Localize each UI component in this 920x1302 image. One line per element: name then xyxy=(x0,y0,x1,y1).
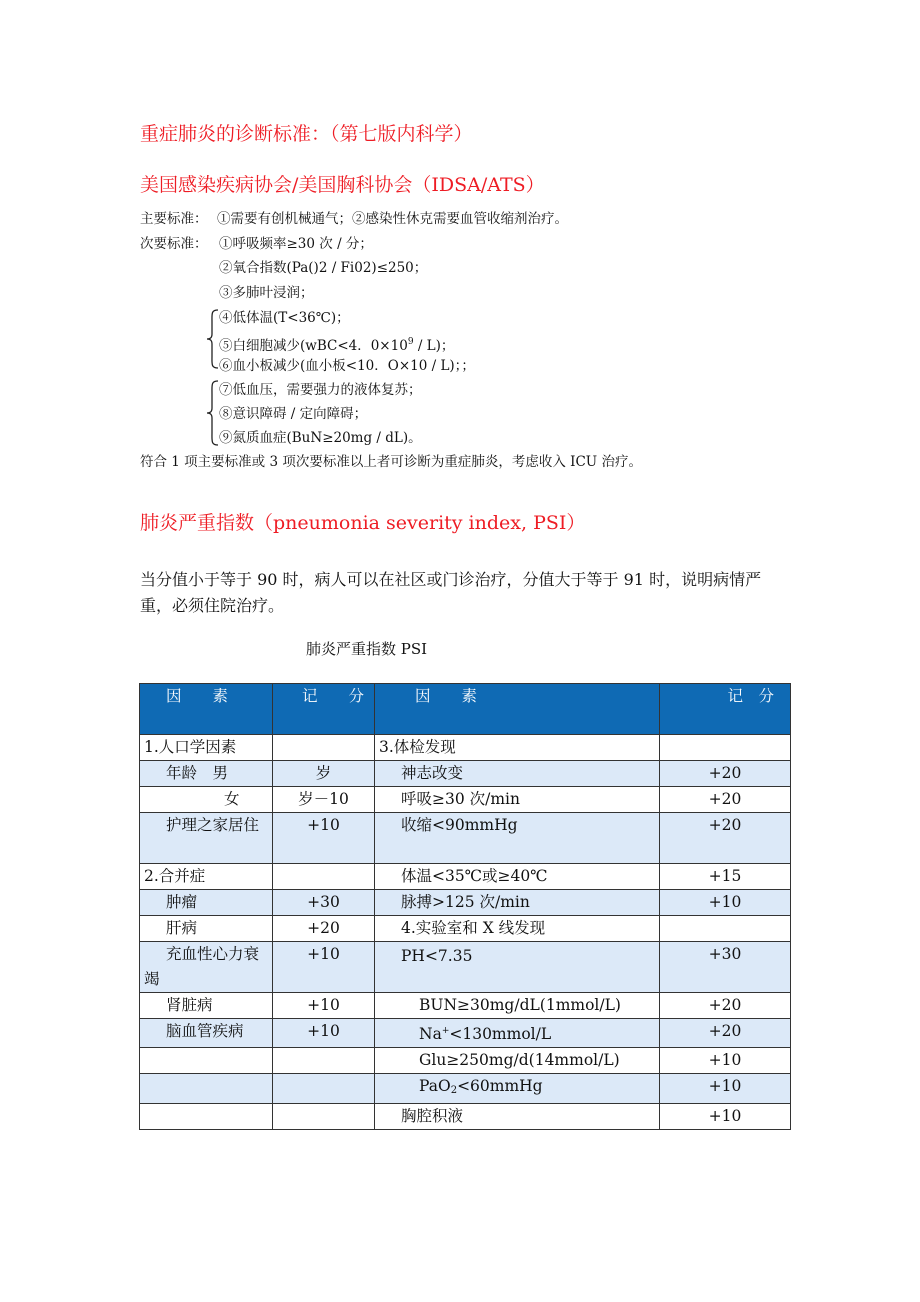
minor-criteria-item: ①呼吸频率≥30 次 / 分； xyxy=(219,236,373,252)
table-cell: +10 xyxy=(660,1048,791,1074)
table-cell: 年龄 男 xyxy=(140,761,273,787)
table-row xyxy=(140,1074,791,1104)
table-cell: +10 xyxy=(273,1019,375,1048)
table-cell: 胸腔积液 xyxy=(375,1104,660,1130)
table-cell: 4.实验室和 X 线发现 xyxy=(375,916,660,942)
table-cell: +20 xyxy=(660,787,791,813)
table-cell: 肝病 xyxy=(140,916,273,942)
table-cell: 岁－10 xyxy=(273,787,375,813)
table-cell: +30 xyxy=(660,942,791,993)
table-row xyxy=(140,787,791,813)
table-cell: 神志改变 xyxy=(375,761,660,787)
table-cell: 2.合并症 xyxy=(140,864,273,890)
table-cell: 脉搏>125 次/min xyxy=(375,890,660,916)
table-cell: Glu≥250mg/d(14mmol/L) xyxy=(375,1048,660,1074)
table-row xyxy=(140,993,791,1019)
section-heading-psi: 肺炎严重指数（pneumonia severity index, PSI） xyxy=(140,512,586,534)
psi-table xyxy=(139,683,791,1130)
table-cell: +10 xyxy=(273,993,375,1019)
table-cell: +10 xyxy=(660,1104,791,1130)
section-heading-idsa-ats: 美国感染疾病协会/美国胸科协会（IDSA/ATS） xyxy=(140,174,545,196)
major-criteria-label: 主要标准： xyxy=(140,211,208,227)
table-cell: +20 xyxy=(660,993,791,1019)
minor-criteria-item: ⑥血小板减少(血小板<10．O×10 / L)；； xyxy=(219,358,475,374)
brace-group-2 xyxy=(205,379,219,447)
minor-criteria-item: ⑨氮质血症(BuN≥20mg / dL)。 xyxy=(219,430,422,446)
table-row xyxy=(140,864,791,890)
table-cell xyxy=(273,1104,375,1130)
table-cell xyxy=(273,864,375,890)
table-cell xyxy=(273,1074,375,1104)
table-cell: 女 xyxy=(140,787,273,813)
table-cell: +15 xyxy=(660,864,791,890)
table-cell: 脑血管疾病 xyxy=(140,1019,273,1048)
table-row xyxy=(140,1104,791,1130)
brace-group-1 xyxy=(205,308,219,370)
table-cell: +20 xyxy=(660,761,791,787)
table-row xyxy=(140,942,791,993)
table-cell: PaO$_2$<60mmHg xyxy=(375,1074,660,1104)
table-cell: 肾脏病 xyxy=(140,993,273,1019)
minor-criteria-item: ④低体温(T<36℃)； xyxy=(219,310,350,326)
table-row xyxy=(140,1048,791,1074)
table-cell: 收缩<90mmHg xyxy=(375,813,660,864)
table-row xyxy=(140,813,791,864)
table-cell xyxy=(273,735,375,761)
table-cell: PH<7.35 xyxy=(375,942,660,993)
table-header-row xyxy=(140,684,791,735)
header-factor: 因 素 xyxy=(375,684,660,735)
table-cell: +10 xyxy=(660,1074,791,1104)
table-cell: +10 xyxy=(660,890,791,916)
table-cell xyxy=(660,735,791,761)
major-criteria-text: ①需要有创机械通气；②感染性休克需要血管收缩剂治疗。 xyxy=(217,211,568,227)
table-cell xyxy=(140,1048,273,1074)
minor-criteria-item: ⑧意识障碍 / 定向障碍； xyxy=(219,406,368,422)
table-cell: BUN≥30mg/dL(1mmol/L) xyxy=(375,993,660,1019)
table-cell xyxy=(660,916,791,942)
table-row xyxy=(140,761,791,787)
minor-criteria-item: ⑦低血压，需要强力的液体复苏； xyxy=(219,382,422,398)
table-cell xyxy=(140,1104,273,1130)
table-cell: 呼吸≥30 次/min xyxy=(375,787,660,813)
minor-criteria-item: ⑤白细胞减少(wBC<4．$0\times 10^9 / L$)； xyxy=(219,337,455,354)
table-cell: 岁 xyxy=(273,761,375,787)
minor-criteria-item: ③多肺叶浸润； xyxy=(219,285,314,301)
table-row xyxy=(140,916,791,942)
table-cell: +30 xyxy=(273,890,375,916)
table-row xyxy=(140,735,791,761)
minor-criteria-item: ②氧合指数(Pa()2 / Fi02)≤250； xyxy=(219,260,428,276)
header-score: 记 分 xyxy=(273,684,375,735)
header-factor: 因 素 xyxy=(140,684,273,735)
table-caption: 肺炎严重指数 PSI xyxy=(306,640,428,658)
table-cell: +10 xyxy=(273,942,375,993)
page-title: 重症肺炎的诊断标准：（第七版内科学） xyxy=(140,123,473,145)
table-row xyxy=(140,890,791,916)
psi-description: 当分值小于等于 90 时，病人可以在社区或门诊治疗，分值大于等于 91 时，说明病情严重，必须住院治疗。 xyxy=(140,570,762,615)
table-cell: 护理之家居住 xyxy=(140,813,273,864)
diagnosis-conclusion: 符合 1 项主要标准或 3 项次要标准以上者可诊断为重症肺炎，考虑收入 ICU 治疗。 xyxy=(140,454,642,470)
table-cell: Na+<130mmol/L xyxy=(375,1019,660,1048)
table-cell: 3.体检发现 xyxy=(375,735,660,761)
table-cell xyxy=(273,1048,375,1074)
table-cell: +20 xyxy=(273,916,375,942)
minor-criteria-label: 次要标准： xyxy=(140,236,208,252)
table-row xyxy=(140,1019,791,1048)
table-cell: 充血性心力衰竭 xyxy=(140,942,273,993)
table-cell: 1.人口学因素 xyxy=(140,735,273,761)
table-cell xyxy=(140,1074,273,1104)
table-cell: +10 xyxy=(273,813,375,864)
table-cell: +20 xyxy=(660,1019,791,1048)
header-score: 记 分 xyxy=(660,684,791,735)
table-cell: +20 xyxy=(660,813,791,864)
table-cell: 肿瘤 xyxy=(140,890,273,916)
table-cell: 体温<35℃或≥40℃ xyxy=(375,864,660,890)
